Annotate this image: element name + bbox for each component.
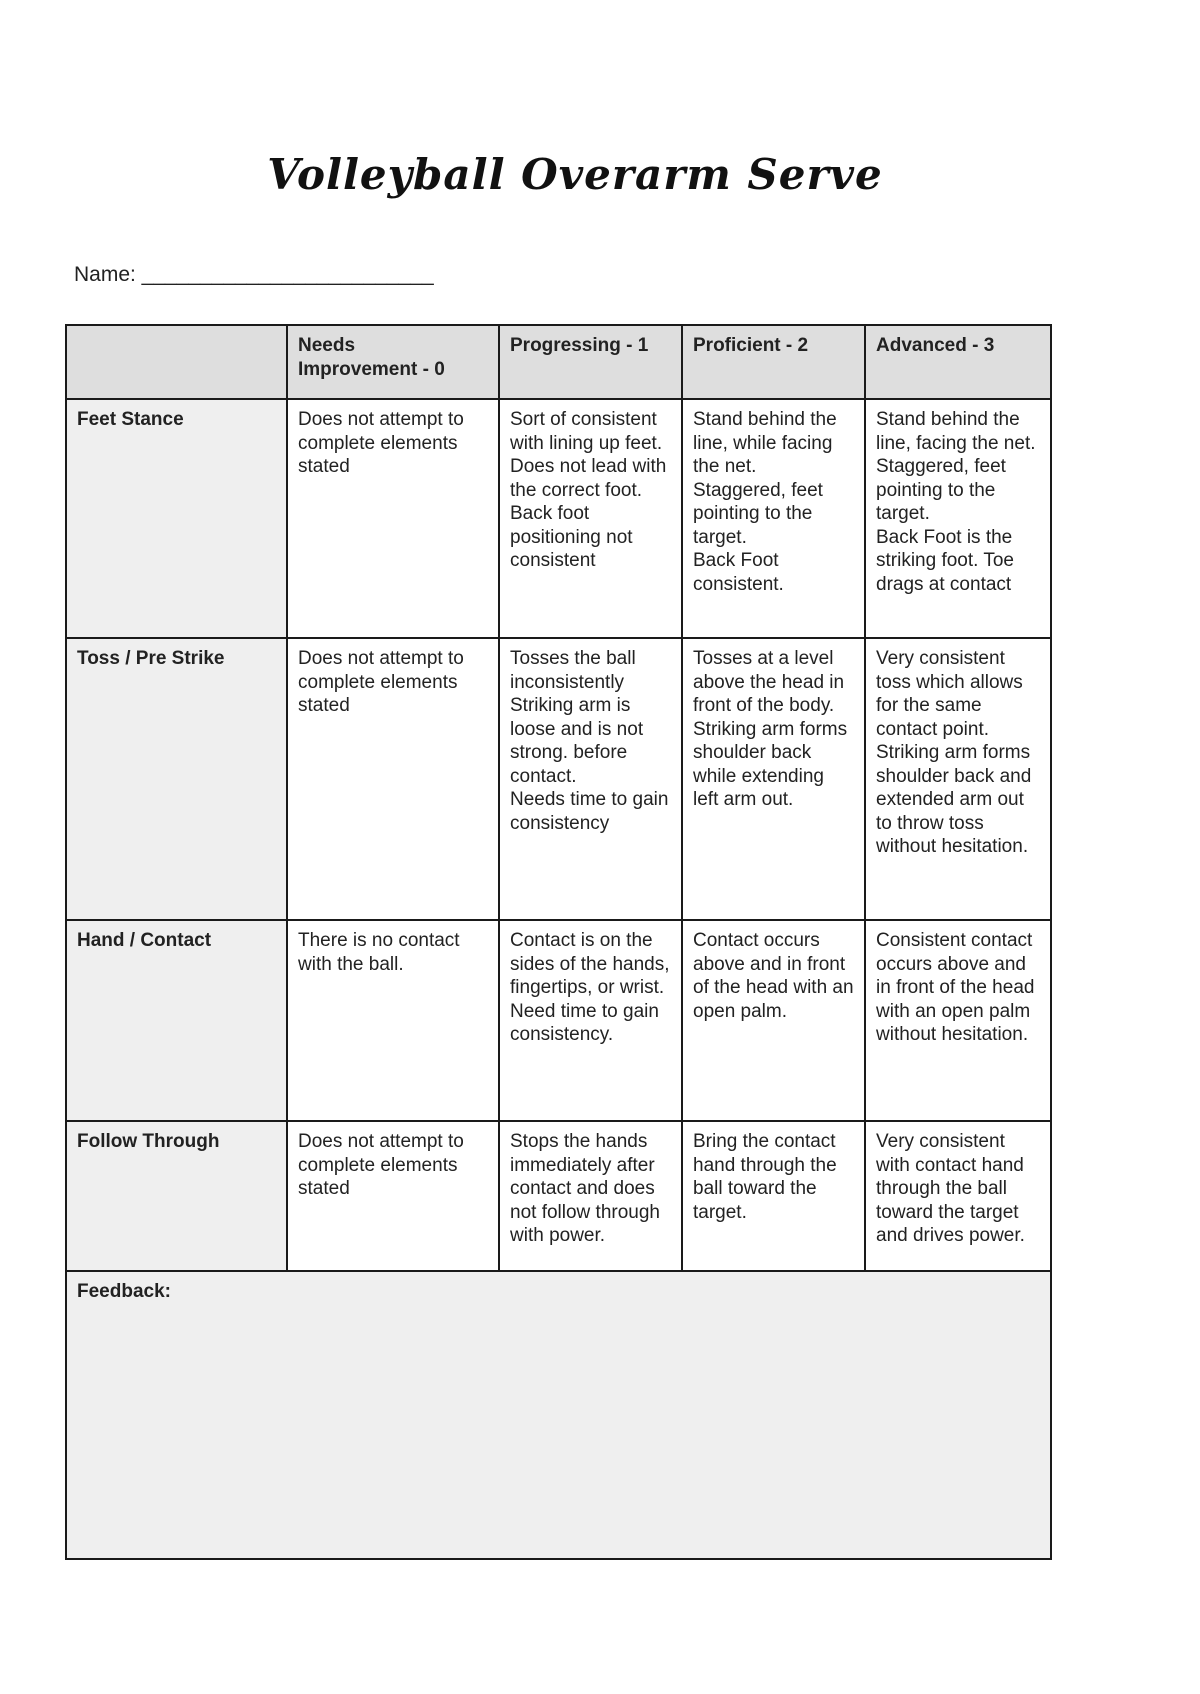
header-row — [66, 325, 1051, 399]
row-label: Hand / Contact — [66, 920, 287, 1121]
feedback-area[interactable]: Feedback: — [66, 1271, 1051, 1559]
table-row-hand-contact — [66, 920, 1051, 1121]
rubric-table — [65, 324, 1052, 1560]
header-proficient: Proficient - 2 — [682, 325, 865, 399]
header-progressing: Progressing - 1 — [499, 325, 682, 399]
table-cell: Stand behind the line, facing the net. Staggered, feet pointing to the target. Back Foot is the striking foot. Toe drags at contact — [865, 399, 1051, 638]
table-cell: Contact occurs above and in front of the head with an open palm. — [682, 920, 865, 1121]
table-cell: Stand behind the line, while facing the net. Staggered, feet pointing to the target. Back Foot consistent. — [682, 399, 865, 638]
table-cell: Stops the hands immediately after contact and does not follow through with power. — [499, 1121, 682, 1271]
table-cell: Does not attempt to complete elements stated — [287, 399, 499, 638]
table-row-toss-pre-strike — [66, 638, 1051, 920]
table-cell: Does not attempt to complete elements stated — [287, 638, 499, 920]
table-cell: Tosses the ball inconsistently Striking arm is loose and is not strong. before contact. Needs time to gain consistency — [499, 638, 682, 920]
header-needs-improvement: Needs Improvement - 0 — [287, 325, 499, 399]
header-advanced: Advanced - 3 — [865, 325, 1051, 399]
page-title: Volleyball Overarm Serve — [267, 150, 883, 199]
header-corner-cell — [66, 325, 287, 399]
table-row-feet-stance — [66, 399, 1051, 638]
table-cell: Tosses at a level above the head in front of the body. Striking arm forms shoulder back while extending left arm out. — [682, 638, 865, 920]
table-cell: Contact is on the sides of the hands, fingertips, or wrist. Need time to gain consistency. — [499, 920, 682, 1121]
table-cell: Very consistent toss which allows for the same contact point. Striking arm forms shoulder back and extended arm out to throw toss without hesitation. — [865, 638, 1051, 920]
row-label: Feet Stance — [66, 399, 287, 638]
table-row-follow-through — [66, 1121, 1051, 1271]
table-cell: Bring the contact hand through the ball toward the target. — [682, 1121, 865, 1271]
table-cell: Very consistent with contact hand through the ball toward the target and drives power. — [865, 1121, 1051, 1271]
table-cell: Sort of consistent with lining up feet. Does not lead with the correct foot. Back foot positioning not consistent — [499, 399, 682, 638]
table-cell: There is no contact with the ball. — [287, 920, 499, 1121]
row-label: Toss / Pre Strike — [66, 638, 287, 920]
feedback-row — [66, 1271, 1051, 1559]
name-field-label: Name: _________________________ — [74, 263, 434, 286]
row-label: Follow Through — [66, 1121, 287, 1271]
table-cell: Does not attempt to complete elements stated — [287, 1121, 499, 1271]
table-cell: Consistent contact occurs above and in front of the head with an open palm without hesitation. — [865, 920, 1051, 1121]
